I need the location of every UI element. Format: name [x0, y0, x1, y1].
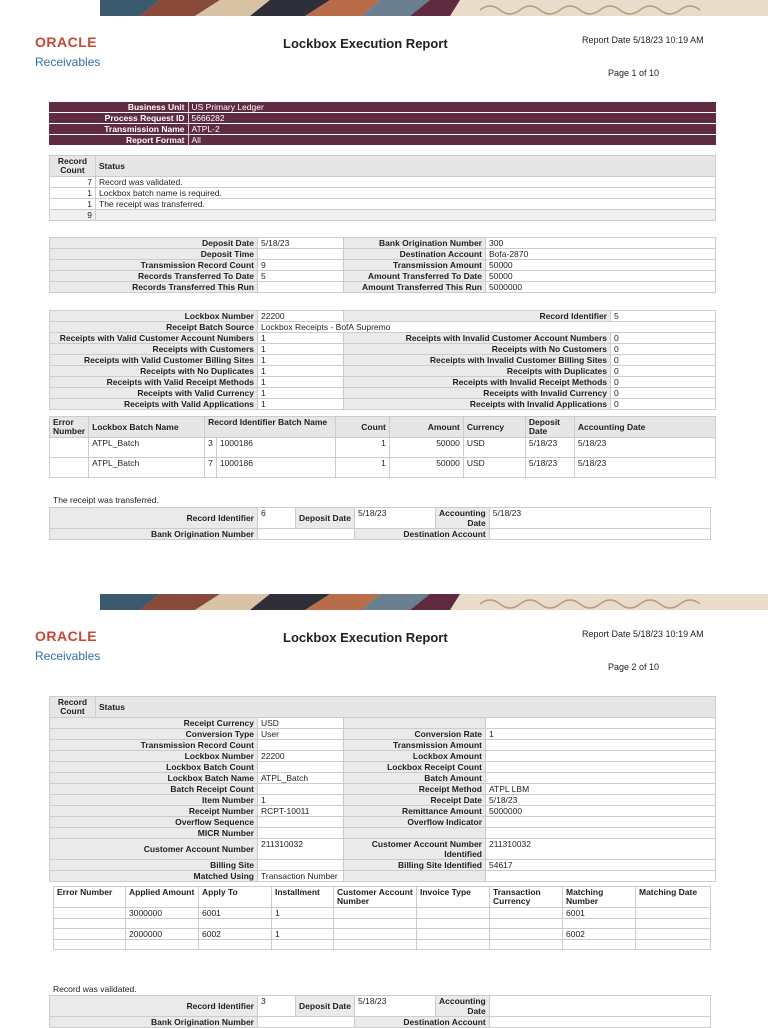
table-row — [54, 929, 711, 940]
cell: ATPL_Batch — [89, 458, 205, 478]
column-header: Customer Account Number — [334, 887, 417, 908]
value — [489, 529, 710, 540]
table-row — [50, 377, 716, 388]
value: 22200 — [258, 751, 344, 762]
column-header: Status — [96, 697, 716, 718]
batch-table — [49, 416, 716, 478]
table-row — [50, 249, 716, 260]
label: Receipts with Valid Applications — [50, 399, 258, 410]
table-row — [54, 940, 711, 950]
cell — [417, 940, 490, 950]
table-row — [50, 784, 716, 795]
label: Receipts with No Duplicates — [50, 366, 258, 377]
header-value: All — [188, 135, 716, 146]
column-header: Matching Date — [636, 887, 711, 908]
column-header: Invoice Type — [417, 887, 490, 908]
label: Batch Amount — [344, 773, 486, 784]
label: Receipts with Invalid Customer Billing Sites — [344, 355, 611, 366]
report-date: Report Date 5/18/23 10:19 AM — [582, 629, 704, 639]
value: 1 — [258, 399, 344, 410]
cell: USD — [463, 438, 525, 458]
label: Receipts with Valid Receipt Methods — [50, 377, 258, 388]
value — [258, 860, 344, 871]
table-row — [50, 1017, 711, 1028]
value: 5/18/23 — [258, 238, 344, 249]
cell: 5/18/23 — [574, 458, 715, 478]
label: Matched Using — [50, 871, 258, 882]
label: Accounting Date — [436, 996, 490, 1017]
label: Receipts with Duplicates — [344, 366, 611, 377]
label: Amount Transferred This Run — [344, 282, 486, 293]
cell: 1 — [335, 438, 389, 458]
column-header: Matching Number — [563, 887, 636, 908]
cell — [272, 919, 334, 929]
cell — [636, 919, 711, 929]
value: 0 — [611, 399, 716, 410]
cell — [490, 929, 563, 940]
transfer-detail-table — [49, 507, 711, 540]
label: Overflow Sequence — [50, 817, 258, 828]
cell — [334, 908, 417, 919]
value — [486, 762, 716, 773]
header-value: 5666282 — [188, 113, 716, 124]
label: Lockbox Number — [50, 311, 258, 322]
cell — [636, 908, 711, 919]
value — [486, 871, 716, 882]
status-summary-table — [49, 155, 716, 221]
column-header: Error Number — [50, 417, 89, 438]
label: Record Identifier — [344, 311, 611, 322]
column-header: Deposit Date — [525, 417, 574, 438]
validated-detail-table — [49, 995, 711, 1028]
label: Transmission Record Count — [50, 260, 258, 271]
value: 0 — [611, 377, 716, 388]
table-row — [50, 740, 716, 751]
table-row — [50, 860, 716, 871]
header-row — [49, 124, 716, 135]
cell — [54, 940, 126, 950]
label: Batch Receipt Count — [50, 784, 258, 795]
cell — [96, 210, 716, 221]
table-row — [50, 271, 716, 282]
cell — [126, 940, 199, 950]
value: 5/18/23 — [355, 508, 436, 529]
value — [486, 773, 716, 784]
table-row — [50, 366, 716, 377]
label: Conversion Rate — [344, 729, 486, 740]
header-label: Process Request ID — [49, 113, 188, 124]
cell — [490, 919, 563, 929]
value: 54617 — [486, 860, 716, 871]
label: Receipt Currency — [50, 718, 258, 729]
header-row — [49, 135, 716, 146]
value — [258, 784, 344, 795]
label: Records Transferred To Date — [50, 271, 258, 282]
label: Lockbox Number — [50, 751, 258, 762]
cell: 1 — [50, 199, 96, 210]
value: ATPL_Batch — [258, 773, 344, 784]
cell: Lockbox batch name is required. — [96, 188, 716, 199]
section-note: Record was validated. — [53, 984, 137, 994]
label: Bank Origination Number — [50, 1017, 258, 1028]
cell — [54, 908, 126, 919]
label: Receipt Number — [50, 806, 258, 817]
status-header-table — [49, 696, 716, 718]
table-row — [50, 438, 716, 458]
table-row — [50, 322, 716, 333]
label: Deposit Date — [296, 996, 355, 1017]
cell — [50, 438, 89, 458]
label: Receipts with No Customers — [344, 344, 611, 355]
table-row — [50, 199, 716, 210]
value — [486, 740, 716, 751]
column-header: Lockbox Batch Name — [89, 417, 205, 438]
label — [344, 828, 486, 839]
header-label: Report Format — [49, 135, 188, 146]
value — [258, 762, 344, 773]
cell: 2000000 — [126, 929, 199, 940]
value: 1 — [258, 795, 344, 806]
table-row — [50, 806, 716, 817]
table-row — [50, 871, 716, 882]
value — [258, 817, 344, 828]
table-row — [50, 355, 716, 366]
page-number: Page 1 of 10 — [608, 68, 660, 78]
label: Transmission Amount — [344, 740, 486, 751]
cell: 1 — [272, 929, 334, 940]
label: Bank Origination Number — [50, 529, 258, 540]
table-row — [50, 177, 716, 188]
value — [489, 996, 710, 1017]
header-value: ATPL-2 — [188, 124, 716, 135]
cell — [490, 908, 563, 919]
label: Record Identifier — [50, 996, 258, 1017]
table-row — [50, 210, 716, 221]
app-name: Receivables — [35, 649, 101, 663]
oracle-logo: ORACLE — [35, 628, 98, 644]
column-header: Status — [96, 156, 716, 177]
table-row — [54, 919, 711, 929]
cell: 6002 — [199, 929, 272, 940]
cell: 5/18/23 — [525, 438, 574, 458]
table-row — [50, 508, 711, 529]
section-note: The receipt was transferred. — [53, 495, 159, 505]
value: 5000000 — [486, 806, 716, 817]
cell — [272, 940, 334, 950]
value: 1 — [258, 333, 344, 344]
value — [489, 1017, 710, 1028]
table-row — [50, 333, 716, 344]
cell — [563, 919, 636, 929]
value: Transaction Number — [258, 871, 344, 882]
cell: 6001 — [563, 908, 636, 919]
value: Lockbox Receipts - BofA Supremo — [258, 322, 716, 333]
table-row — [50, 773, 716, 784]
value: 22200 — [258, 311, 344, 322]
cell: 50000 — [389, 438, 463, 458]
value: 5 — [258, 271, 344, 282]
table-row — [50, 260, 716, 271]
header-value: US Primary Ledger — [188, 102, 716, 113]
cell — [490, 940, 563, 950]
label: Lockbox Amount — [344, 751, 486, 762]
value: 5/18/23 — [486, 795, 716, 806]
table-row — [50, 817, 716, 828]
report-date: Report Date 5/18/23 10:19 AM — [582, 35, 704, 45]
value: 0 — [611, 388, 716, 399]
label: Receipts with Invalid Customer Account Numbers — [344, 333, 611, 344]
value: 50000 — [486, 260, 716, 271]
label: Customer Account Number Identified — [344, 839, 486, 860]
cell — [334, 929, 417, 940]
cell: The receipt was transferred. — [96, 199, 716, 210]
label: Destination Account — [344, 249, 486, 260]
cell: 1 — [50, 188, 96, 199]
value — [258, 828, 344, 839]
cell: Record was validated. — [96, 177, 716, 188]
value — [486, 751, 716, 762]
table-row — [50, 996, 711, 1017]
column-header: Accounting Date — [574, 417, 715, 438]
value: USD — [258, 718, 344, 729]
table-row — [50, 718, 716, 729]
cell — [417, 919, 490, 929]
column-header: Applied Amount — [126, 887, 199, 908]
cell: 7 — [50, 177, 96, 188]
table-row — [50, 344, 716, 355]
table-row — [50, 399, 716, 410]
value: 5/18/23 — [489, 508, 710, 529]
value — [486, 718, 716, 729]
value: 1 — [258, 344, 344, 355]
header-label: Business Unit — [49, 102, 188, 113]
table-row — [54, 908, 711, 919]
column-header: Transaction Currency — [490, 887, 563, 908]
column-header: Count — [335, 417, 389, 438]
value: 211310032 — [486, 839, 716, 860]
table-row — [50, 282, 716, 293]
cell — [417, 929, 490, 940]
table-row — [50, 188, 716, 199]
cell — [636, 929, 711, 940]
value: ATPL LBM — [486, 784, 716, 795]
value — [486, 828, 716, 839]
cell — [54, 929, 126, 940]
label: MICR Number — [50, 828, 258, 839]
page-title: Lockbox Execution Report — [283, 36, 448, 51]
label: Receipts with Customers — [50, 344, 258, 355]
label: Remittance Amount — [344, 806, 486, 817]
table-row — [50, 311, 716, 322]
label: Receipts with Invalid Receipt Methods — [344, 377, 611, 388]
label: Accounting Date — [436, 508, 490, 529]
label: Transmission Record Count — [50, 740, 258, 751]
cell — [54, 919, 126, 929]
label: Deposit Date — [50, 238, 258, 249]
column-header: Record Count — [50, 697, 96, 718]
application-table — [53, 886, 711, 950]
cell — [636, 940, 711, 950]
value: 3 — [258, 996, 296, 1017]
table-row — [50, 238, 716, 249]
value — [486, 817, 716, 828]
cell — [50, 458, 89, 478]
cell — [417, 908, 490, 919]
value: 1 — [258, 377, 344, 388]
label — [344, 718, 486, 729]
table-row — [50, 762, 716, 773]
header-label: Transmission Name — [49, 124, 188, 135]
header-row — [49, 113, 716, 124]
label: Receipts with Valid Customer Billing Sites — [50, 355, 258, 366]
label: Conversion Type — [50, 729, 258, 740]
receipt-detail-table — [49, 717, 716, 882]
value: 300 — [486, 238, 716, 249]
column-header: Currency — [463, 417, 525, 438]
cell: 50000 — [389, 458, 463, 478]
deposit-summary-table — [49, 237, 716, 293]
cell — [334, 940, 417, 950]
report-header-table — [49, 102, 716, 146]
cell — [126, 919, 199, 929]
table-row — [50, 751, 716, 762]
value: 1 — [258, 366, 344, 377]
cell: 3 — [205, 438, 217, 458]
cell — [563, 940, 636, 950]
label: Lockbox Receipt Count — [344, 762, 486, 773]
label: Billing Site Identified — [344, 860, 486, 871]
label — [344, 871, 486, 882]
value — [258, 529, 355, 540]
value: Bofa-2870 — [486, 249, 716, 260]
label: Amount Transferred To Date — [344, 271, 486, 282]
value: 6 — [258, 508, 296, 529]
cell: 1000186 — [216, 458, 335, 478]
cell — [334, 919, 417, 929]
page-title: Lockbox Execution Report — [283, 630, 448, 645]
table-row — [50, 795, 716, 806]
header-row — [49, 102, 716, 113]
value: 1 — [258, 388, 344, 399]
cell: 1 — [335, 458, 389, 478]
table-row — [50, 839, 716, 860]
label: Receipts with Invalid Currency — [344, 388, 611, 399]
value — [258, 282, 344, 293]
label: Bank Origination Number — [344, 238, 486, 249]
cell: 6001 — [199, 908, 272, 919]
label: Receipts with Valid Currency — [50, 388, 258, 399]
value: 211310032 — [258, 839, 344, 860]
label: Receipt Date — [344, 795, 486, 806]
decorative-banner — [100, 0, 768, 16]
value — [258, 249, 344, 260]
label: Item Number — [50, 795, 258, 806]
value — [258, 740, 344, 751]
table-row — [50, 458, 716, 478]
label: Transmission Amount — [344, 260, 486, 271]
app-name: Receivables — [35, 55, 101, 69]
table-row — [50, 828, 716, 839]
decorative-banner — [100, 594, 768, 610]
value: 5 — [611, 311, 716, 322]
label: Deposit Date — [296, 508, 355, 529]
cell: USD — [463, 458, 525, 478]
cell: 9 — [50, 210, 96, 221]
value: User — [258, 729, 344, 740]
oracle-logo: ORACLE — [35, 34, 98, 50]
label: Deposit Time — [50, 249, 258, 260]
cell: 6002 — [563, 929, 636, 940]
value — [258, 1017, 355, 1028]
value: 0 — [611, 344, 716, 355]
label: Destination Account — [355, 529, 490, 540]
value: 5000000 — [486, 282, 716, 293]
column-header: Apply To — [199, 887, 272, 908]
label: Record Identifier — [50, 508, 258, 529]
value: 0 — [611, 355, 716, 366]
cell: 5/18/23 — [574, 438, 715, 458]
label: Records Transferred This Run — [50, 282, 258, 293]
value: 5/18/23 — [355, 996, 436, 1017]
table-row — [50, 529, 711, 540]
column-header: Record Identifier Batch Name — [205, 417, 336, 438]
value: 50000 — [486, 271, 716, 282]
lockbox-summary-table — [49, 310, 716, 410]
column-header: Record Count — [50, 156, 96, 177]
label: Overflow Indicator — [344, 817, 486, 828]
label: Receipt Batch Source — [50, 322, 258, 333]
column-header: Installment — [272, 887, 334, 908]
label: Receipts with Valid Customer Account Numbers — [50, 333, 258, 344]
cell: 7 — [205, 458, 217, 478]
value: 1 — [258, 355, 344, 366]
cell: 1 — [272, 908, 334, 919]
page-number: Page 2 of 10 — [608, 662, 660, 672]
value: 9 — [258, 260, 344, 271]
label: Receipts with Invalid Applications — [344, 399, 611, 410]
column-header: Amount — [389, 417, 463, 438]
value: RCPT-10011 — [258, 806, 344, 817]
label: Lockbox Batch Name — [50, 773, 258, 784]
cell: ATPL_Batch — [89, 438, 205, 458]
value: 0 — [611, 366, 716, 377]
column-header: Error Number — [54, 887, 126, 908]
cell: 1000186 — [216, 438, 335, 458]
cell: 5/18/23 — [525, 458, 574, 478]
value: 0 — [611, 333, 716, 344]
table-row — [50, 729, 716, 740]
label: Destination Account — [355, 1017, 490, 1028]
table-row — [50, 388, 716, 399]
label: Customer Account Number — [50, 839, 258, 860]
cell: 3000000 — [126, 908, 199, 919]
label: Lockbox Batch Count — [50, 762, 258, 773]
report-page-2 — [0, 594, 768, 1027]
value: 1 — [486, 729, 716, 740]
cell — [199, 940, 272, 950]
cell — [199, 919, 272, 929]
label: Billing Site — [50, 860, 258, 871]
label: Receipt Method — [344, 784, 486, 795]
